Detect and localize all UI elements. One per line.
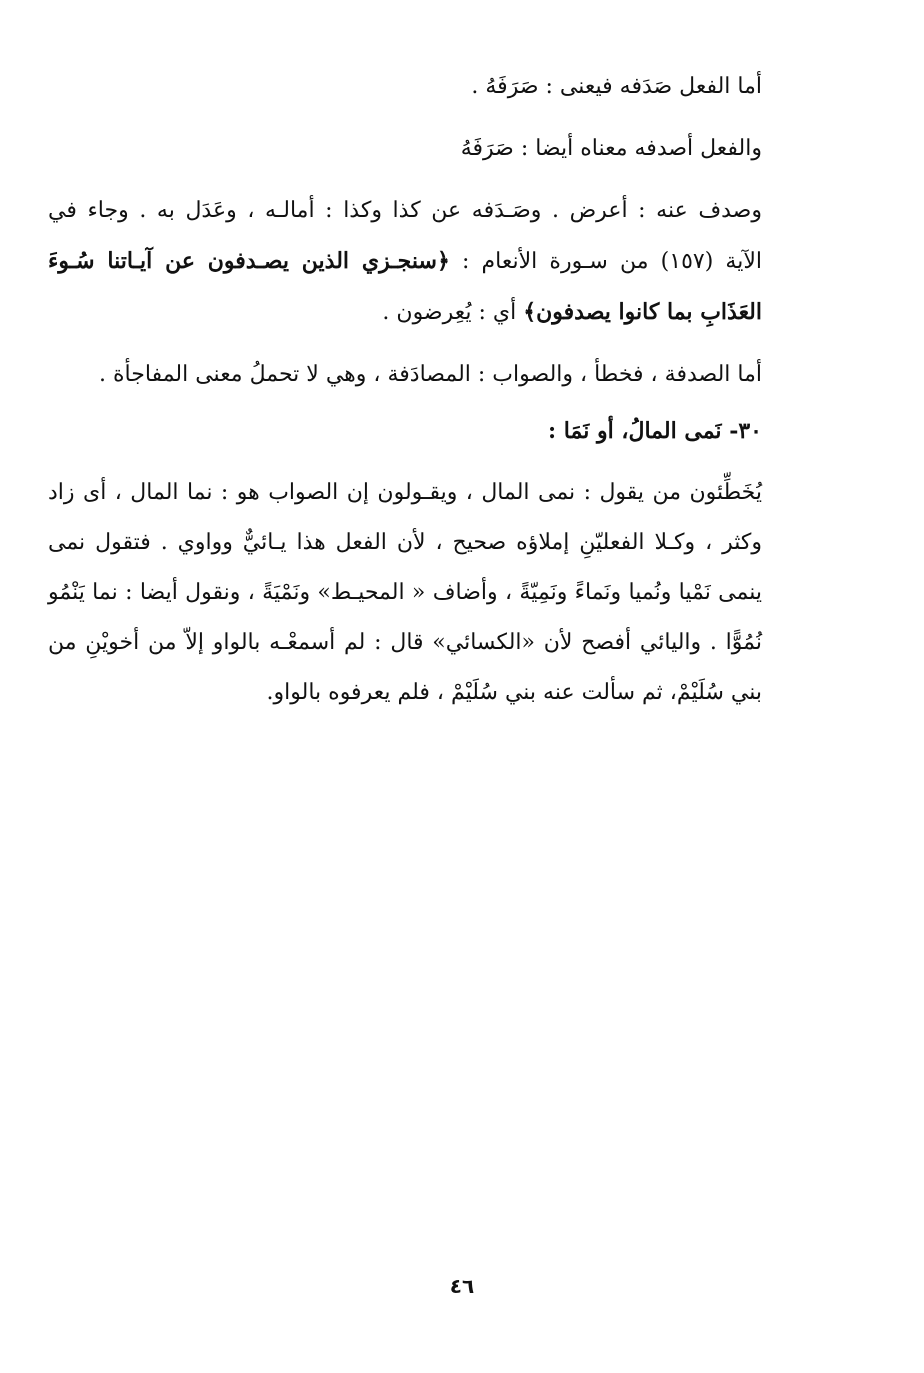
text-line: بني سُلَيْمْ، ثم سألت عنه بني سُلَيْمْ ، فلم يعرفوه بالواو. <box>266 680 762 705</box>
text-line: وصدف عنه : أعرض . وصَـدَفه عن كذا وكذا : أمالـه ، وعَدَل به . وجاء في <box>48 198 762 223</box>
quran-quote: ﴿سنجـزي الذين يصـدفون عن آيـاتنا سُـوءَ <box>48 248 450 274</box>
paragraph-quran-verse <box>48 186 762 338</box>
page-number: ٤٦ <box>449 1274 475 1298</box>
text-line <box>48 287 762 338</box>
section-heading: ٣٠- نَمى المالُ، أو نَمَا : <box>548 418 762 444</box>
text-line <box>48 236 762 287</box>
paragraph-sadafa: أما الفعل صَدَفه فيعنى : صَرَفَهُ . <box>471 74 762 99</box>
paragraph-nama <box>48 468 762 718</box>
paragraph-asdafa: والفعل أصدفه معناه أيضا : صَرَفَهُ <box>460 136 762 161</box>
text-line: وكثر ، وكـلا الفعليّنِ إملاؤه صحيح ، لأن الفعل هذا يـائيٌّ وواوي . فتقول نمى <box>48 530 762 555</box>
page-body <box>48 62 762 718</box>
paragraph-sudfa: أما الصدفة ، فخطأ ، والصواب : المصادَفة ، وهي لا تحملُ معنى المفاجأة . <box>99 362 762 387</box>
text-line: ينمى نَمْيا ونُميا ونَماءً ونَمِيّةً ، وأضاف « المحيـط» ونَمْيَةً ، ونقول أيضا : نما يَنْمُو <box>48 580 762 605</box>
text-line-segment: أي : يُعِرضون . <box>382 300 524 325</box>
quran-quote: العَذَابِ بما كانوا يصدفون﴾ <box>523 299 762 325</box>
text-line: يُخَطِّئون من يقول : نمى المال ، ويقـولون إن الصواب هو : نما المال ، أى زاد <box>48 480 762 505</box>
text-line: نُمُوًّا . واليائي أفصح لأن «الكسائي» قال : لم أسمعْـه بالواو إلاّ من أخويْنِ من <box>48 630 762 655</box>
text-line-segment: الآية (١٥٧) من سـورة الأنعام : <box>449 249 763 274</box>
